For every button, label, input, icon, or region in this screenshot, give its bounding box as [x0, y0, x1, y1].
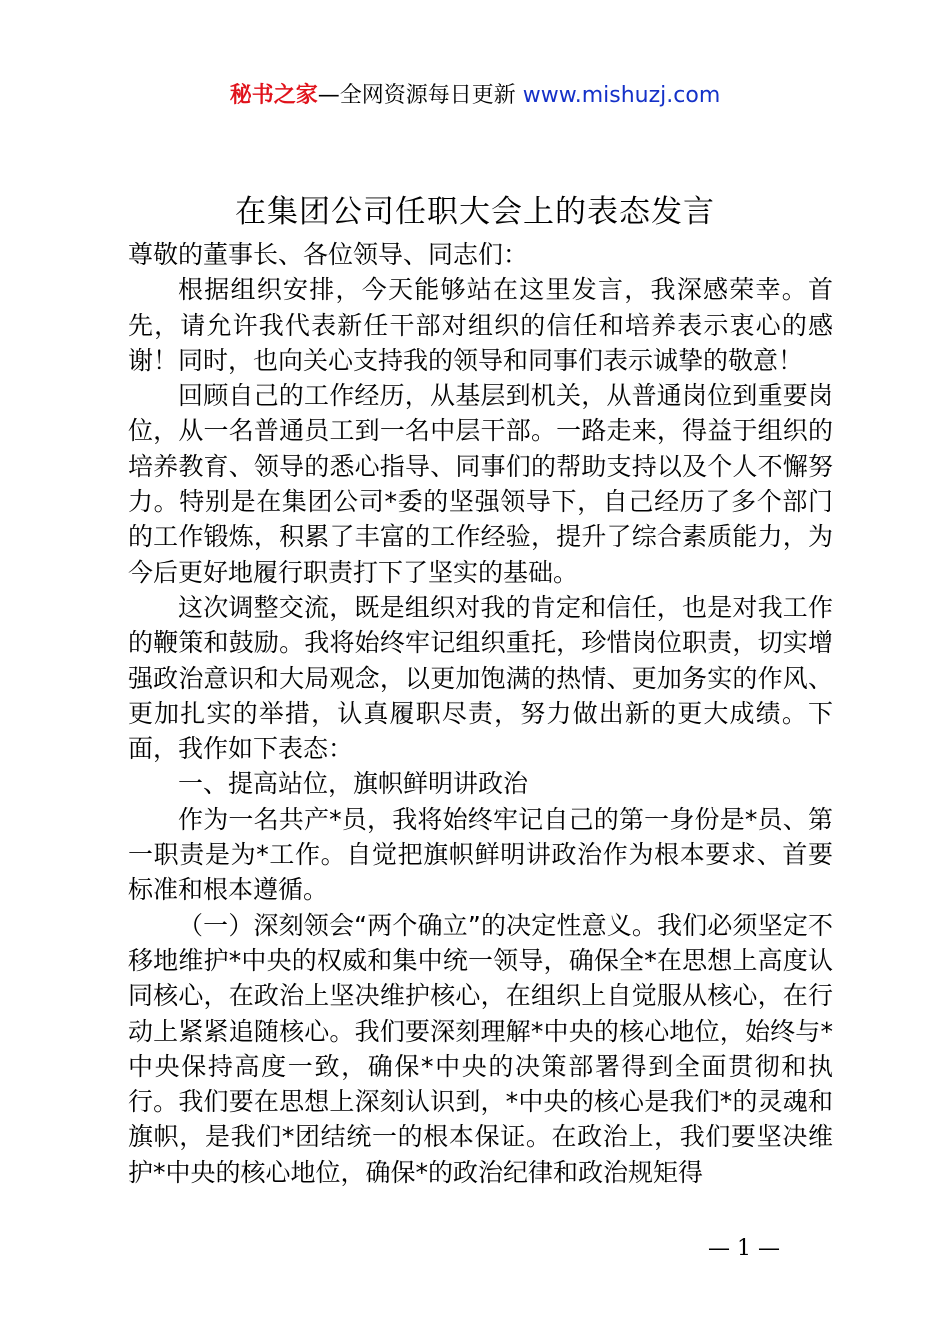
section-heading: 一、提高站位，旗帜鲜明讲政治: [178, 769, 529, 799]
header-slogan: —全网资源每日更新: [317, 83, 523, 108]
site-url-link[interactable]: www.mishuzj.com: [522, 83, 721, 108]
paragraph: 这次调整交流，既是组织对我的肯定和信任，也是对我工作的鞭策和鼓励。我将始终牢记组织重托，珍惜岗位职责，切实增强政治意识和大局观念，以更加饱满的热情、更加务实的作风、更加扎实的举措，认真履职尽责，努力做出新的更大成绩。下面，我作如下表态：: [128, 592, 833, 764]
document-body: [128, 237, 833, 1190]
brand-name: 秘书之家: [229, 83, 318, 108]
paragraph: 根据组织安排，今天能够站在这里发言，我深感荣幸。首先，请允许我代表新任干部对组织的信任和培养表示衷心的感谢！同时，也向关心支持我的领导和同事们表示诚挚的敬意！: [128, 275, 833, 375]
document-title: 在集团公司任职大会上的表态发言: [235, 194, 715, 230]
site-header: [0, 78, 950, 114]
paragraph: 作为一名共产*员，我将始终牢记自己的第一身份是*员、第一职责是为*工作。自觉把旗帜鲜明讲政治作为根本要求、首要标准和根本遵循。: [128, 804, 833, 905]
page-number: — 1 —: [708, 1236, 780, 1261]
paragraph: 回顾自己的工作经历，从基层到机关，从普通岗位到重要岗位，从一名普通员工到一名中层干部。一路走来，得益于组织的培养教育、领导的悉心指导、同事们的帮助支持以及个人不懈努力。特别是在集团公司*委的坚强领导下，自己经历了多个部门的工作锻炼，积累了丰富的工作经验，提升了综合素质能力，为今后更好地履行职责打下了坚实的基础。: [128, 381, 833, 587]
paragraph: （一）深刻领会“两个确立”的决定性意义。我们必须坚定不移地维护*中央的权威和集中统一领导，确保全*在思想上高度认同核心，在政治上坚决维护核心，在组织上自觉服从核心，在行动上紧紧追随核心。我们要深刻理解*中央的核心地位，始终与*中央保持高度一致，确保*中央的决策部署得到全面贯彻和执行。我们要在思想上深刻认识到，*中央的核心是我们*的灵魂和旗帜，是我们*团结统一的根本保证。在政治上，我们要坚决维护*中央的核心地位，确保*的政治纪律和政治规矩得: [128, 910, 833, 1187]
salutation: 尊敬的董事长、各位领导、同志们：: [128, 240, 529, 269]
